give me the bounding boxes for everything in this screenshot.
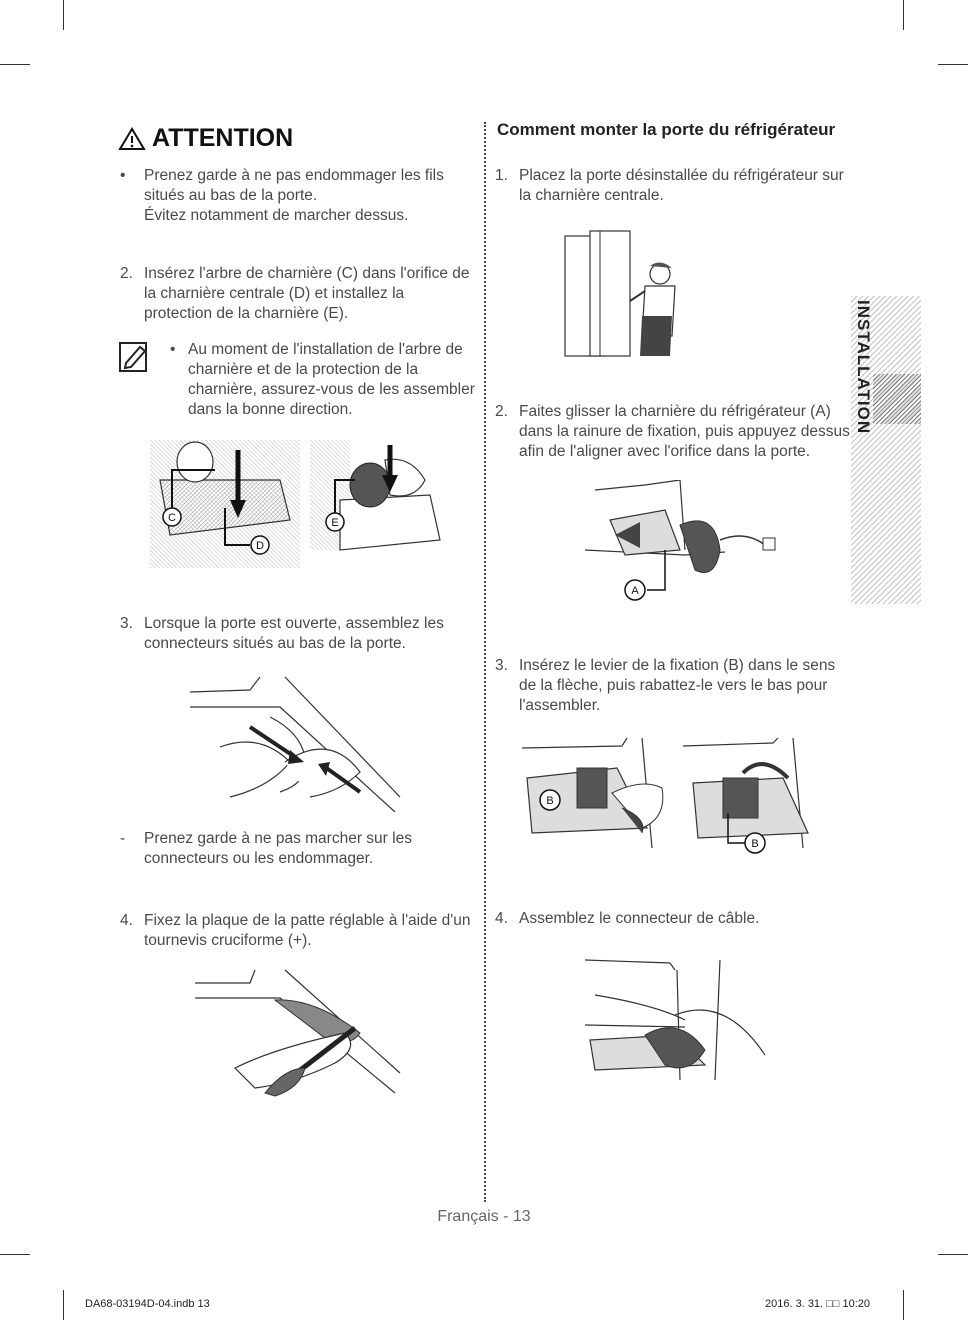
imprint-file: DA68-03194D-04.indb 13 bbox=[85, 1298, 210, 1310]
step-number: 2. bbox=[120, 265, 133, 282]
step-text: Assemblez le connecteur de câble. bbox=[519, 910, 760, 927]
crop-mark bbox=[0, 64, 30, 65]
step-number: 4. bbox=[120, 912, 133, 929]
label-c: C bbox=[168, 512, 176, 524]
crop-mark bbox=[903, 0, 904, 30]
lever-insert-illustration bbox=[522, 738, 677, 863]
step-text: Fixez la plaque de la patte réglable à l'aide d'un tournevis cruciforme (+). bbox=[144, 912, 471, 949]
door-placement-illustration bbox=[560, 226, 690, 358]
hinge-shaft-illustration bbox=[150, 440, 300, 568]
left-step-3 bbox=[120, 614, 460, 654]
label-a: A bbox=[631, 585, 639, 597]
label-b-2: B bbox=[751, 838, 759, 850]
crop-mark bbox=[63, 1290, 64, 1320]
hinge-slide-illustration bbox=[585, 480, 785, 610]
imprint-date: 2016. 3. 31. □□ 10:20 bbox=[765, 1298, 871, 1310]
note-block bbox=[170, 340, 475, 420]
crop-mark bbox=[0, 1254, 30, 1255]
bullet-dot: • bbox=[120, 167, 126, 184]
step-text: Faites glisser la charnière du réfrigérateur (A) dans la rainure de fixation, puis appuyez dessus afin de l'aligner avec l'orifice dans la porte. bbox=[519, 403, 850, 460]
connector-illustration bbox=[190, 672, 410, 812]
lever-fold-illustration bbox=[683, 738, 818, 863]
step-text: Lorsque la porte est ouverte, assemblez les connecteurs situés au bas de la porte. bbox=[144, 615, 444, 652]
step-number: 4. bbox=[495, 910, 508, 927]
page-number: Français - 13 bbox=[437, 1208, 531, 1225]
crop-mark bbox=[63, 0, 64, 30]
step-text: Insérez l'arbre de charnière (C) dans l'orifice de la charnière centrale (D) et installez la protection de la charnière (E). bbox=[144, 265, 470, 322]
note-icon bbox=[118, 339, 152, 373]
right-step-4 bbox=[495, 909, 840, 929]
attention-heading bbox=[118, 124, 293, 153]
label-b: B bbox=[546, 795, 554, 807]
step-number: 3. bbox=[495, 657, 508, 674]
step-number: 1. bbox=[495, 167, 508, 184]
screwdriver-illustration bbox=[195, 968, 405, 1098]
step-text: Placez la porte désinstallée du réfrigérateur sur la charnière centrale. bbox=[519, 167, 844, 204]
warning-icon bbox=[118, 127, 146, 151]
right-section-title: Comment monter la porte du réfrigérateur bbox=[497, 120, 836, 139]
right-step-2 bbox=[495, 402, 850, 462]
cable-connector-illustration bbox=[585, 955, 770, 1085]
right-step-1 bbox=[495, 166, 845, 206]
crop-mark bbox=[938, 1254, 968, 1255]
attention-title: ATTENTION bbox=[152, 124, 294, 152]
step-number: 3. bbox=[120, 615, 133, 632]
bullet-dot: • bbox=[170, 341, 176, 358]
column-divider bbox=[484, 122, 486, 1202]
attention-bullet-text: Prenez garde à ne pas endommager les fils situés au bas de la porte. bbox=[144, 167, 444, 204]
section-tab-label: INSTALLATION bbox=[854, 300, 873, 435]
connector-warning bbox=[120, 829, 460, 869]
right-step-3 bbox=[495, 656, 840, 716]
crop-mark bbox=[903, 1290, 904, 1320]
label-d: D bbox=[256, 540, 264, 552]
hinge-cover-illustration bbox=[310, 440, 445, 560]
step-number: 2. bbox=[495, 403, 508, 420]
dash-marker: - bbox=[120, 830, 126, 847]
dash-text: Prenez garde à ne pas marcher sur les connecteurs ou les endommager. bbox=[144, 830, 412, 867]
left-step-4 bbox=[120, 911, 475, 951]
step-text: Insérez le levier de la fixation (B) dans le sens de la flèche, puis rabattez-le vers le bas pour l'assembler. bbox=[519, 657, 836, 714]
note-text: Au moment de l'installation de l'arbre de charnière et de la protection de la charnière, assurez-vous de les assembler dans la bonne direction. bbox=[188, 341, 475, 418]
attention-bullet-line2: Évitez notamment de marcher dessus. bbox=[144, 207, 409, 224]
left-step-2 bbox=[120, 264, 470, 324]
crop-mark bbox=[938, 64, 968, 65]
label-e: E bbox=[331, 517, 339, 529]
attention-bullet bbox=[120, 166, 460, 226]
